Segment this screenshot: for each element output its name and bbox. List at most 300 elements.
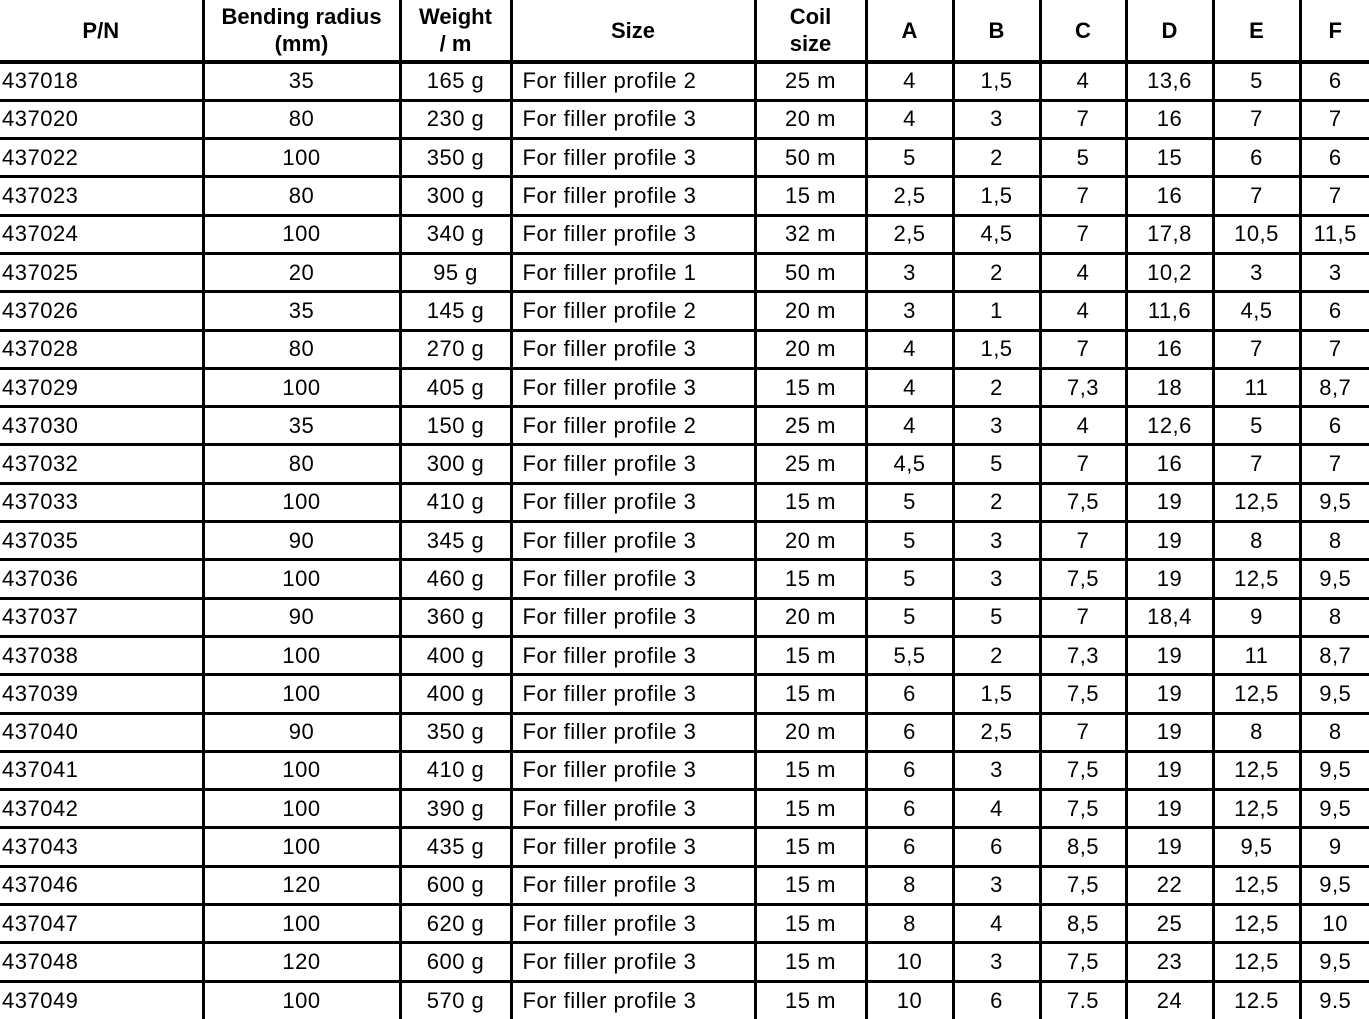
cell-b: 4 (953, 905, 1040, 943)
cell-b: 2,5 (953, 713, 1040, 751)
cell-d: 19 (1126, 522, 1213, 560)
cell-d: 19 (1126, 483, 1213, 521)
cell-pn: 437037 (0, 598, 203, 636)
cell-a: 4,5 (866, 445, 953, 483)
cell-b: 2 (953, 253, 1040, 291)
cell-pn: 437036 (0, 560, 203, 598)
cell-coil-size: 25 m (755, 62, 866, 100)
cell-e: 12,5 (1213, 483, 1300, 521)
cell-bending-radius: 90 (203, 598, 400, 636)
cell-weight: 350 g (400, 713, 511, 751)
cell-weight: 165 g (400, 62, 511, 100)
cell-pn: 437029 (0, 368, 203, 406)
cell-bending-radius: 100 (203, 560, 400, 598)
cell-weight: 435 g (400, 828, 511, 866)
cell-b: 1,5 (953, 330, 1040, 368)
cell-c: 7.5 (1040, 981, 1126, 1019)
cell-pn: 437028 (0, 330, 203, 368)
cell-size: For filler profile 3 (511, 713, 755, 751)
cell-size: For filler profile 3 (511, 751, 755, 789)
cell-weight: 400 g (400, 675, 511, 713)
cell-bending-radius: 120 (203, 866, 400, 904)
cell-size: For filler profile 3 (511, 905, 755, 943)
table-row (0, 368, 1369, 406)
cell-b: 1,5 (953, 177, 1040, 215)
cell-pn: 437047 (0, 905, 203, 943)
cell-weight: 410 g (400, 483, 511, 521)
cell-b: 3 (953, 407, 1040, 445)
table-row (0, 177, 1369, 215)
cell-e: 11 (1213, 368, 1300, 406)
cell-coil-size: 15 m (755, 751, 866, 789)
cell-b: 5 (953, 598, 1040, 636)
cell-coil-size: 50 m (755, 139, 866, 177)
cell-d: 19 (1126, 713, 1213, 751)
cell-coil-size: 20 m (755, 100, 866, 138)
cell-a: 4 (866, 62, 953, 100)
table-body (0, 62, 1369, 1019)
cell-weight: 390 g (400, 790, 511, 828)
cell-weight: 95 g (400, 253, 511, 291)
cell-size: For filler profile 3 (511, 790, 755, 828)
cell-c: 4 (1040, 62, 1126, 100)
table-row (0, 790, 1369, 828)
cell-a: 6 (866, 790, 953, 828)
cell-c: 7,5 (1040, 560, 1126, 598)
cell-coil-size: 15 m (755, 636, 866, 674)
cell-e: 11 (1213, 636, 1300, 674)
cell-weight: 600 g (400, 943, 511, 981)
cell-c: 7 (1040, 713, 1126, 751)
cell-b: 5 (953, 445, 1040, 483)
cell-c: 7,5 (1040, 943, 1126, 981)
cell-b: 3 (953, 866, 1040, 904)
cell-bending-radius: 80 (203, 330, 400, 368)
table-row (0, 62, 1369, 100)
cell-e: 7 (1213, 330, 1300, 368)
cell-coil-size: 15 m (755, 790, 866, 828)
cell-pn: 437049 (2, 988, 79, 1014)
cell-a: 5 (866, 598, 953, 636)
cell-c: 5 (1040, 139, 1126, 177)
cell-weight: 620 g (400, 905, 511, 943)
cell-bending-radius: 100 (203, 483, 400, 521)
cell-a: 3 (866, 292, 953, 330)
cell-bending-radius: 100 (203, 636, 400, 674)
table-row (0, 292, 1369, 330)
cell-size: For filler profile 3 (511, 483, 755, 521)
cell-d: 23 (1126, 943, 1213, 981)
cell-a: 6 (866, 675, 953, 713)
cell-pn: 437023 (0, 177, 203, 215)
cell-pn: 437020 (0, 100, 203, 138)
cell-bending-radius: 100 (203, 981, 400, 1019)
cell-d: 15 (1126, 139, 1213, 177)
cell-size: For filler profile 2 (511, 292, 755, 330)
cell-a: 10 (866, 981, 953, 1019)
cell-size: For filler profile 3 (511, 522, 755, 560)
cell-weight: 345 g (400, 522, 511, 560)
cell-d: 19 (1126, 636, 1213, 674)
cell-a: 6 (866, 828, 953, 866)
cell-weight: 460 g (400, 560, 511, 598)
cell-a: 2,5 (866, 215, 953, 253)
cell-c: 7,3 (1040, 368, 1126, 406)
cell-e: 6 (1213, 139, 1300, 177)
table-row (0, 330, 1369, 368)
cell-c: 7,3 (1040, 636, 1126, 674)
cell-c: 7 (1040, 177, 1126, 215)
cell-size: For filler profile 3 (511, 866, 755, 904)
cell-f: 3 (1300, 253, 1369, 291)
cell-bending-radius: 80 (203, 445, 400, 483)
header-weight: Weight / m (400, 0, 511, 62)
cell-c: 7 (1040, 100, 1126, 138)
cell-pn: 437043 (0, 828, 203, 866)
table-row (0, 407, 1369, 445)
cell-size: For filler profile 3 (511, 368, 755, 406)
cell-d: 18,4 (1126, 598, 1213, 636)
cell-size: For filler profile 3 (511, 100, 755, 138)
cell-e: 8 (1213, 522, 1300, 560)
header-a: A (866, 0, 953, 62)
table-row (0, 598, 1369, 636)
cell-coil-size: 15 m (755, 368, 866, 406)
cell-weight: 150 g (400, 407, 511, 445)
cell-coil-size: 20 m (755, 522, 866, 560)
cell-a: 4 (866, 407, 953, 445)
cell-a: 5,5 (866, 636, 953, 674)
cell-coil-size: 15 m (755, 177, 866, 215)
cell-a: 4 (866, 100, 953, 138)
cell-size: For filler profile 3 (511, 981, 755, 1019)
cell-coil-size: 15 m (755, 675, 866, 713)
cell-c: 7 (1040, 215, 1126, 253)
cell-bending-radius: 100 (203, 139, 400, 177)
cell-f: 6 (1300, 292, 1369, 330)
header-pn: P/N (0, 0, 203, 62)
cell-weight: 350 g (400, 139, 511, 177)
cell-b: 3 (953, 100, 1040, 138)
cell-f: 6 (1300, 62, 1369, 100)
cell-e: 12,5 (1213, 675, 1300, 713)
cell-b: 3 (953, 943, 1040, 981)
header-coil-size: Coil size (755, 0, 866, 62)
cell-f: 8,7 (1300, 636, 1369, 674)
cell-coil-size: 15 m (755, 560, 866, 598)
cell-b: 3 (953, 751, 1040, 789)
cell-size: For filler profile 3 (511, 636, 755, 674)
cell-a: 5 (866, 522, 953, 560)
table-row (0, 905, 1369, 943)
cell-e: 12,5 (1213, 751, 1300, 789)
cell-d: 24 (1126, 981, 1213, 1019)
cell-bending-radius: 100 (203, 828, 400, 866)
cell-bending-radius: 100 (203, 905, 400, 943)
cell-bending-radius: 35 (203, 292, 400, 330)
cell-pn: 437025 (0, 253, 203, 291)
cell-a: 3 (866, 253, 953, 291)
table-row (0, 713, 1369, 751)
cell-d: 17,8 (1126, 215, 1213, 253)
cell-size: For filler profile 2 (511, 407, 755, 445)
cell-d: 22 (1126, 866, 1213, 904)
cell-b: 1,5 (953, 62, 1040, 100)
cell-size: For filler profile 3 (511, 828, 755, 866)
cell-f: 7 (1300, 100, 1369, 138)
cell-bending-radius: 100 (203, 675, 400, 713)
cell-coil-size: 20 m (755, 598, 866, 636)
cell-e: 12.5 (1213, 981, 1300, 1019)
cell-f: 6 (1300, 139, 1369, 177)
cell-f: 7 (1300, 330, 1369, 368)
cell-size: For filler profile 2 (511, 62, 755, 100)
cell-e: 7 (1213, 100, 1300, 138)
cell-weight: 340 g (400, 215, 511, 253)
cell-e: 3 (1213, 253, 1300, 291)
cell-b: 6 (953, 981, 1040, 1019)
cell-bending-radius: 80 (203, 177, 400, 215)
table-row (0, 445, 1369, 483)
cell-b: 2 (953, 483, 1040, 521)
cell-size: For filler profile 3 (511, 177, 755, 215)
cell-f: 9,5 (1300, 943, 1369, 981)
cell-pn: 437018 (0, 62, 203, 100)
cell-f: 9.5 (1300, 981, 1369, 1019)
cell-d: 16 (1126, 445, 1213, 483)
cell-size: For filler profile 3 (511, 560, 755, 598)
cell-f: 8 (1300, 522, 1369, 560)
cell-pn: 437026 (0, 292, 203, 330)
cell-e: 5 (1213, 407, 1300, 445)
cell-f: 10 (1300, 905, 1369, 943)
cell-a: 8 (866, 866, 953, 904)
cell-weight: 270 g (400, 330, 511, 368)
table-row (0, 253, 1369, 291)
cell-size: For filler profile 1 (511, 253, 755, 291)
cell-c: 7 (1040, 522, 1126, 560)
cell-pn: 437033 (0, 483, 203, 521)
cell-coil-size: 20 m (755, 330, 866, 368)
table-row (0, 866, 1369, 904)
cell-d: 19 (1126, 751, 1213, 789)
cell-a: 10 (866, 943, 953, 981)
cell-f: 9,5 (1300, 866, 1369, 904)
cell-f: 8 (1300, 713, 1369, 751)
cell-weight: 400 g (400, 636, 511, 674)
cell-b: 1 (953, 292, 1040, 330)
header-f: F (1300, 0, 1369, 62)
cell-pn: 437024 (0, 215, 203, 253)
cell-weight: 600 g (400, 866, 511, 904)
table-row (0, 139, 1369, 177)
cell-e: 12,5 (1213, 790, 1300, 828)
cell-bending-radius: 80 (203, 100, 400, 138)
cell-d: 16 (1126, 330, 1213, 368)
cell-coil-size: 15 m (755, 905, 866, 943)
cell-e: 5 (1213, 62, 1300, 100)
cell-bending-radius: 100 (203, 215, 400, 253)
cell-coil-size: 15 m (755, 483, 866, 521)
cell-b: 4,5 (953, 215, 1040, 253)
table-row (0, 483, 1369, 521)
cell-coil-size: 25 m (755, 407, 866, 445)
cell-a: 8 (866, 905, 953, 943)
cell-pn: 437046 (0, 866, 203, 904)
header-c: C (1040, 0, 1126, 62)
cell-d: 12,6 (1126, 407, 1213, 445)
table-row (0, 981, 1369, 1019)
cell-f: 9 (1300, 828, 1369, 866)
cell-coil-size: 15 m (755, 943, 866, 981)
cell-d: 13,6 (1126, 62, 1213, 100)
cell-c: 7,5 (1040, 675, 1126, 713)
header-e: E (1213, 0, 1300, 62)
cell-f: 7 (1300, 445, 1369, 483)
cell-f: 6 (1300, 407, 1369, 445)
cell-weight: 410 g (400, 751, 511, 789)
cell-f: 9,5 (1300, 751, 1369, 789)
cell-weight: 570 g (400, 981, 511, 1019)
cell-e: 9 (1213, 598, 1300, 636)
cell-pn: 437039 (0, 675, 203, 713)
cell-d: 18 (1126, 368, 1213, 406)
table-row (0, 100, 1369, 138)
header-d: D (1126, 0, 1213, 62)
cell-f: 9,5 (1300, 790, 1369, 828)
cell-f: 8 (1300, 598, 1369, 636)
cell-bending-radius: 35 (203, 62, 400, 100)
table-row (0, 560, 1369, 598)
cell-pn: 437030 (0, 407, 203, 445)
cell-a: 4 (866, 368, 953, 406)
header-row (0, 0, 1369, 62)
cell-bending-radius: 20 (203, 253, 400, 291)
cell-c: 7 (1040, 445, 1126, 483)
cell-c: 8,5 (1040, 828, 1126, 866)
cell-c: 7 (1040, 330, 1126, 368)
cell-e: 12,5 (1213, 905, 1300, 943)
cell-f: 9,5 (1300, 483, 1369, 521)
cell-weight: 300 g (400, 177, 511, 215)
cell-a: 5 (866, 483, 953, 521)
cell-b: 6 (953, 828, 1040, 866)
cell-b: 3 (953, 560, 1040, 598)
cell-e: 4,5 (1213, 292, 1300, 330)
cell-e: 12,5 (1213, 560, 1300, 598)
cell-a: 5 (866, 560, 953, 598)
cell-pn: 437042 (0, 790, 203, 828)
cell-b: 1,5 (953, 675, 1040, 713)
cell-b: 2 (953, 636, 1040, 674)
table-row (0, 215, 1369, 253)
cell-e: 8 (1213, 713, 1300, 751)
cell-bending-radius: 90 (203, 713, 400, 751)
cell-a: 5 (866, 139, 953, 177)
header-bending-radius: Bending radius (mm) (203, 0, 400, 62)
cell-b: 2 (953, 139, 1040, 177)
cell-pn: 437040 (0, 713, 203, 751)
cell-pn: 437035 (0, 522, 203, 560)
cell-e: 7 (1213, 445, 1300, 483)
cell-c: 7,5 (1040, 751, 1126, 789)
cell-b: 4 (953, 790, 1040, 828)
cell-size: For filler profile 3 (511, 330, 755, 368)
cell-e: 10,5 (1213, 215, 1300, 253)
cell-pn: 437032 (0, 445, 203, 483)
cell-size: For filler profile 3 (511, 215, 755, 253)
cell-size: For filler profile 3 (511, 943, 755, 981)
cell-c: 4 (1040, 253, 1126, 291)
cell-pn: 437022 (0, 139, 203, 177)
cell-d: 19 (1126, 828, 1213, 866)
table-row (0, 522, 1369, 560)
header-size: Size (511, 0, 755, 62)
cell-d: 19 (1126, 560, 1213, 598)
cell-c: 4 (1040, 407, 1126, 445)
cell-c: 4 (1040, 292, 1126, 330)
table-row (0, 828, 1369, 866)
cell-d: 10,2 (1126, 253, 1213, 291)
cell-f: 7 (1300, 177, 1369, 215)
table-row (0, 943, 1369, 981)
cell-f: 11,5 (1300, 215, 1369, 253)
cell-coil-size: 15 m (755, 828, 866, 866)
cell-pn: 437038 (0, 636, 203, 674)
cell-weight: 405 g (400, 368, 511, 406)
cell-f: 8,7 (1300, 368, 1369, 406)
cell-coil-size: 20 m (755, 292, 866, 330)
cell-c: 7 (1040, 598, 1126, 636)
cell-coil-size: 50 m (755, 253, 866, 291)
cell-coil-size: 15 m (755, 981, 866, 1019)
table-row (0, 675, 1369, 713)
cell-c: 8,5 (1040, 905, 1126, 943)
cell-b: 2 (953, 368, 1040, 406)
cell-a: 4 (866, 330, 953, 368)
cell-e: 7 (1213, 177, 1300, 215)
cell-bending-radius: 120 (203, 943, 400, 981)
cell-a: 2,5 (866, 177, 953, 215)
cell-size: For filler profile 3 (511, 139, 755, 177)
cell-bending-radius: 90 (203, 522, 400, 560)
cell-size: For filler profile 3 (511, 598, 755, 636)
header-b: B (953, 0, 1040, 62)
cell-size: For filler profile 3 (511, 675, 755, 713)
cell-weight: 145 g (400, 292, 511, 330)
cell-e: 12,5 (1213, 866, 1300, 904)
cell-bending-radius: 35 (203, 407, 400, 445)
cell-pn: 437041 (0, 751, 203, 789)
cell-bending-radius: 100 (203, 790, 400, 828)
cell-e: 12,5 (1213, 943, 1300, 981)
cell-bending-radius: 100 (203, 751, 400, 789)
cell-coil-size: 32 m (755, 215, 866, 253)
cell-b: 3 (953, 522, 1040, 560)
cell-coil-size: 20 m (755, 713, 866, 751)
cell-f: 9,5 (1300, 560, 1369, 598)
cell-d: 11,6 (1126, 292, 1213, 330)
cell-f: 9,5 (1300, 675, 1369, 713)
cell-d: 16 (1126, 177, 1213, 215)
cell-pn: 437048 (0, 943, 203, 981)
cell-d: 25 (1126, 905, 1213, 943)
cell-c: 7,5 (1040, 866, 1126, 904)
cell-a: 6 (866, 713, 953, 751)
cell-a: 6 (866, 751, 953, 789)
cell-coil-size: 15 m (755, 866, 866, 904)
cell-weight: 360 g (400, 598, 511, 636)
